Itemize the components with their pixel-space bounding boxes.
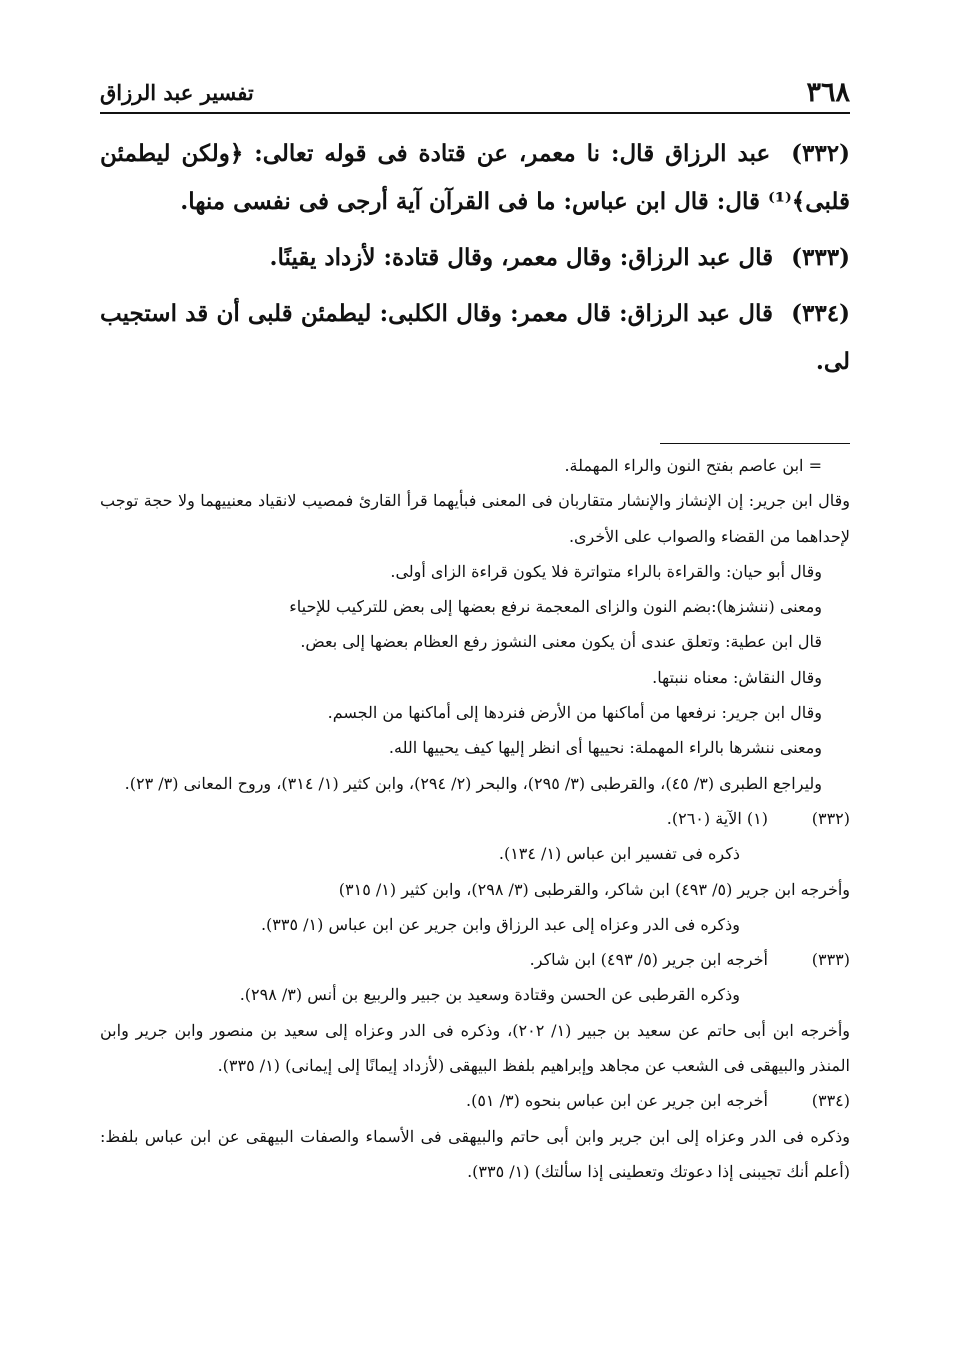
paragraph-333: [100, 234, 850, 282]
footnote-line: ومعنى ننشرها بالراء المهملة: نحييها أى انظر إليها كيف يحييها الله.: [388, 738, 822, 758]
footnote-line: = ابن عاصم بفتح النون والراء المهملة.: [564, 456, 822, 475]
footnote-line: وذكره القرطبى عن الحسن وقتادة وسعيد بن جبير والربيع بن أنس (٣/ ٢٩٨).: [239, 985, 740, 1005]
footnote-head: أخرجه ابن جرير عن ابن عباس بنحوه (٣/ ٥١).: [466, 1091, 768, 1111]
footnote-332: [100, 801, 850, 836]
footnote-line: وذكره فى الدر وعزاه إلى ابن جرير وابن أبى حاتم والبيهقى فى الأسماء والصفات البيهقى عن ابن عباس بلفظ: (أعلم أنك تجيبنى إذا دعوتك وتعطينى إذا سألتك) (١/ ٣٣٥).: [100, 1126, 850, 1181]
footnote-line: وأخرجه ابن جرير (٥/ ٤٩٣) ابن شاكر، والقرطبى (٣/ ٢٩٨)، وابن كثير (١/ ٣١٥): [338, 879, 850, 899]
paragraph-number: (٣٣٤): [791, 300, 850, 327]
paragraph-text: عبد الرزاق قال: نا معمر، عن قتادة فى قوله تعالى: ﴿ولكن ليطمئن قلبى﴾⁽¹⁾ قال: قال ابن عباس: ما فى القرآن آية أرجى فى نفسى منها.: [100, 140, 850, 215]
book-title: تفسير عبد الرزاق: [100, 79, 254, 105]
footnote-line: قال ابن عطية: وتعلق عندى أن يكون معنى النشوز رفع العظام بعضها إلى بعض.: [300, 632, 822, 652]
main-text: [100, 130, 850, 394]
footnote-line: وقال النقاش: معناه ننبتها.: [652, 667, 822, 687]
footnote-line: ومعنى (ننشزها):بضم النون والزاى المعجمة نرفع بعضها إلى بعض للتركيب للإحياء: [289, 597, 822, 617]
header-rule: [100, 112, 850, 114]
footnote-line: وقال أبو حيان: والقراءة بالراء متواترة فلا يكون قراءة الزاى أولى.: [390, 561, 822, 581]
footnote-line: وأخرجه ابن أبى حاتم عن سعيد بن جبير (١/ ٢٠٢)، وذكره فى الدر وعزاه إلى سعيد بن منصور وابن جرير وابن المنذر والبيهقى فى الشعب عن مجاهد وإبراهيم بلفظ البيهقى (لأزداد إيمانًا إلى إيمانى) (١/ ٣٣٥).: [100, 1020, 850, 1076]
footnote-line: وليراجع الطبرى (٣/ ٤٥)، والقرطبى (٣/ ٢٩٥)، والبحر (٢/ ٢٩٤)، وابن كثير (١/ ٣١٤)، وروح المعانى (٣/ ٢٣).: [124, 773, 822, 793]
paragraph-number: (٣٣٢): [791, 140, 850, 167]
running-head: [100, 72, 850, 112]
footnote-333: [100, 942, 850, 977]
paragraph-334: [100, 290, 850, 386]
footnote-number: (٣٣٤): [811, 1091, 850, 1111]
footnote-head: (١) الآية (٢٦٠).: [666, 808, 768, 828]
paragraph-text: قال عبد الرزاق: وقال معمر، وقال قتادة: لأزداد يقينًا.: [269, 244, 774, 271]
footnote-line: وقال ابن جرير: إن الإنشاز والإنشار متقاربان فى المعنى فبأيهما قرأ القارئ فمصيب لانقياد معنييهما ولا حجة توجب لإحداهما من القضاء والصواب على الأخرى.: [100, 491, 851, 546]
footnotes: [100, 448, 850, 1189]
footnote-separator: [660, 443, 850, 444]
paragraph-number: (٣٣٣): [791, 244, 850, 271]
footnote-number: (٣٣٣): [811, 950, 850, 970]
footnote-head: أخرجه ابن جرير (٥/ ٤٩٣) ابن شاكر.: [529, 950, 768, 970]
paragraph-text: قال عبد الرزاق: قال معمر: وقال الكلبى: ليطمئن قلبى أن قد استجيب لى.: [100, 300, 850, 375]
footnote-line: وقال ابن جرير: نرفعها من أماكنها من الأرض فنردها إلى أماكنها من الجسم.: [327, 703, 822, 723]
footnote-line: ذكره فى تفسير ابن عباس (١/ ١٣٤).: [498, 844, 740, 864]
paragraph-332: [100, 130, 850, 226]
footnote-334: [100, 1083, 850, 1118]
footnote-line: وذكره فى الدر وعزاه إلى عبد الرزاق وابن جرير عن ابن عباس (١/ ٣٣٥).: [260, 914, 740, 934]
page-number: ٣٦٨: [806, 76, 850, 108]
footnote-number: (٣٣٢): [811, 808, 850, 828]
